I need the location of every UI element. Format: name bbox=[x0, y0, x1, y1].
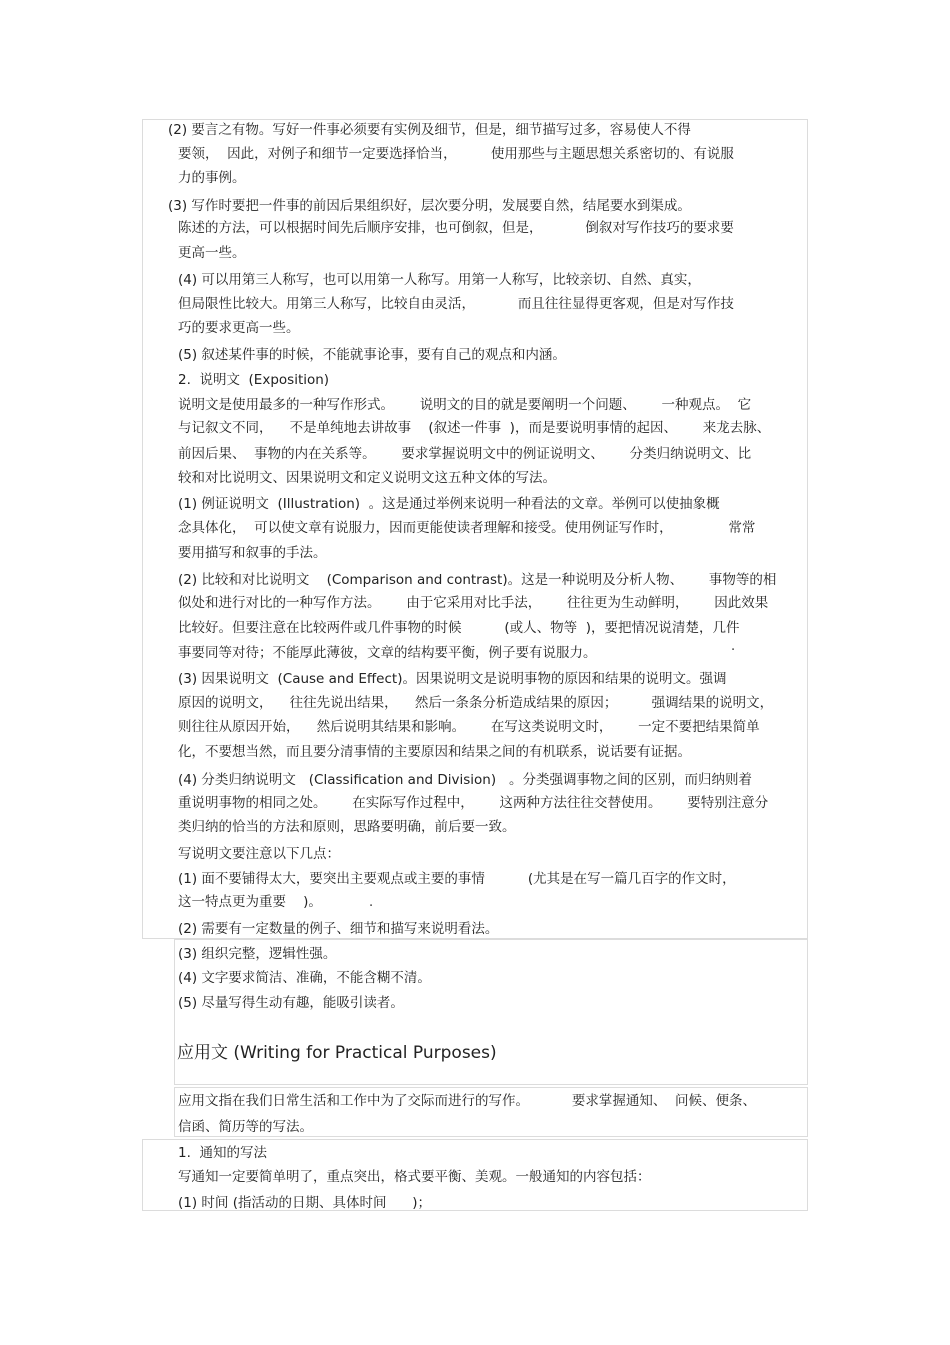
text-line: 这一特点更为重要 )。 bbox=[178, 894, 322, 910]
text-line: (4) 可以用第三人称写，也可以用第一人称写。用第一人称写，比较亲切、自然、真实， bbox=[178, 272, 701, 288]
text-line: 说明文是使用最多的一种写作形式。 说明文的目的就是要阐明一个问题、 一种观点。 它 bbox=[178, 397, 752, 413]
text-line: 应用文指在我们日常生活和工作中为了交际而进行的写作。 要求掌握通知、 问候、便条、 bbox=[178, 1093, 756, 1109]
text-line: 原因的说明文， 往往先说出结果， 然后一条条分析造成结果的原因； 强调结果的说明文， bbox=[178, 695, 774, 711]
text-line: 要领， 因此，对例子和细节一定要选择恰当， 使用那些与主题思想关系密切的、有说服 bbox=[178, 146, 734, 162]
text-line: 念具体化， 可以使文章有说服力，因而更能使读者理解和接受。使用例证写作时， 常常 bbox=[178, 520, 756, 536]
text-line: 巧的要求更高一些。 bbox=[178, 320, 300, 336]
text-line: (2) 比较和对比说明文 (Comparison and contrast)。这是一种说明及分析人物、 事物等的相 bbox=[178, 572, 777, 588]
text-line: 重说明事物的相同之处。 在实际写作过程中， 这两种方法往往交替使用。 要特别注意分 bbox=[178, 795, 769, 811]
text-line: 写说明文要注意以下几点： bbox=[178, 846, 340, 862]
text-line: (2) 要言之有物。写好一件事必须要有实例及细节，但是，细节描写过多，容易使人不得 bbox=[168, 122, 691, 138]
text-line: 力的事例。 bbox=[178, 170, 246, 186]
text-line: 比较好。但要注意在比较两件或几件事物的时候 (或人、物等 )，要把情况说清楚，几件 bbox=[178, 620, 740, 636]
text-line: 较和对比说明文、因果说明文和定义说明文这五种文体的写法。 bbox=[178, 470, 556, 486]
section-heading: 2. 说明文 (Exposition) bbox=[178, 372, 330, 388]
text-line: 事要同等对待；不能厚此薄彼，文章的结构要平衡，例子要有说服力。 bbox=[178, 645, 597, 661]
stray-dot: . bbox=[731, 639, 736, 654]
text-line: 前因后果、 事物的内在关系等。 要求掌握说明文中的例证说明文、 分类归纳说明文、比 bbox=[178, 446, 752, 462]
text-line: (1) 例证说明文 (Illustration) 。这是通过举例来说明一种看法的文章。举例可以使抽象概 bbox=[178, 496, 720, 512]
text-line: 要用描写和叙事的手法。 bbox=[178, 545, 327, 561]
section-title: 应用文 (Writing for Practical Purposes) bbox=[177, 1043, 497, 1063]
text-line: (5) 叙述某件事的时候，不能就事论事，要有自己的观点和内涵。 bbox=[178, 347, 566, 363]
text-line: 与记叙文不同， 不是单纯地去讲故事 (叙述一件事 )，而是要说明事情的起因、 来龙去脉、 bbox=[178, 420, 771, 436]
subsection-heading: 1. 通知的写法 bbox=[178, 1145, 267, 1161]
text-line: 似处和进行对比的一种写作方法。 由于它采用对比手法， 往往更为生动鲜明， 因此效果 bbox=[178, 595, 769, 611]
text-line: 化，不要想当然，而且要分清事情的主要原因和结果之间的有机联系，说话要有证据。 bbox=[178, 744, 691, 760]
text-line: (3) 写作时要把一件事的前因后果组织好，层次要分明，发展要自然，结尾要水到渠成。 bbox=[168, 198, 691, 214]
text-line: 写通知一定要简单明了，重点突出，格式要平衡、美观。一般通知的内容包括： bbox=[178, 1169, 651, 1185]
text-line: 陈述的方法，可以根据时间先后顺序安排，也可倒叙，但是， 倒叙对写作技巧的要求要 bbox=[178, 220, 734, 236]
text-line: 则往往从原因开始， 然后说明其结果和影响。 在写这类说明文时， 一定不要把结果简单 bbox=[178, 719, 760, 735]
text-line: 更高一些。 bbox=[178, 245, 246, 261]
text-line: (3) 组织完整，逻辑性强。 bbox=[178, 946, 337, 962]
text-line: 但局限性比较大。用第三人称写，比较自由灵活， 而且往往显得更客观，但是对写作技 bbox=[178, 296, 734, 312]
text-line: (2) 需要有一定数量的例子、细节和描写来说明看法。 bbox=[178, 921, 499, 937]
text-line: (4) 文字要求简洁、准确，不能含糊不清。 bbox=[178, 970, 431, 986]
text-line: (3) 因果说明文 (Cause and Effect)。因果说明文是说明事物的原因和结果的说明文。强调 bbox=[178, 671, 727, 687]
text-line: 类归纳的恰当的方法和原则，思路要明确，前后要一致。 bbox=[178, 819, 516, 835]
text-line: 信函、简历等的写法。 bbox=[178, 1119, 313, 1135]
text-line: (4) 分类归纳说明文 (Classification and Division) 。分类强调事物之间的区别，而归纳则着 bbox=[178, 772, 752, 788]
text-line: (5) 尽量写得生动有趣，能吸引读者。 bbox=[178, 995, 404, 1011]
text-line: (1) 面不要铺得太大，要突出主要观点或主要的事情 (尤其是在写一篇几百字的作文时， bbox=[178, 871, 736, 887]
text-line: (1) 时间 (指活动的日期、具体时间 )； bbox=[178, 1195, 431, 1211]
stray-dot: . bbox=[369, 895, 374, 910]
